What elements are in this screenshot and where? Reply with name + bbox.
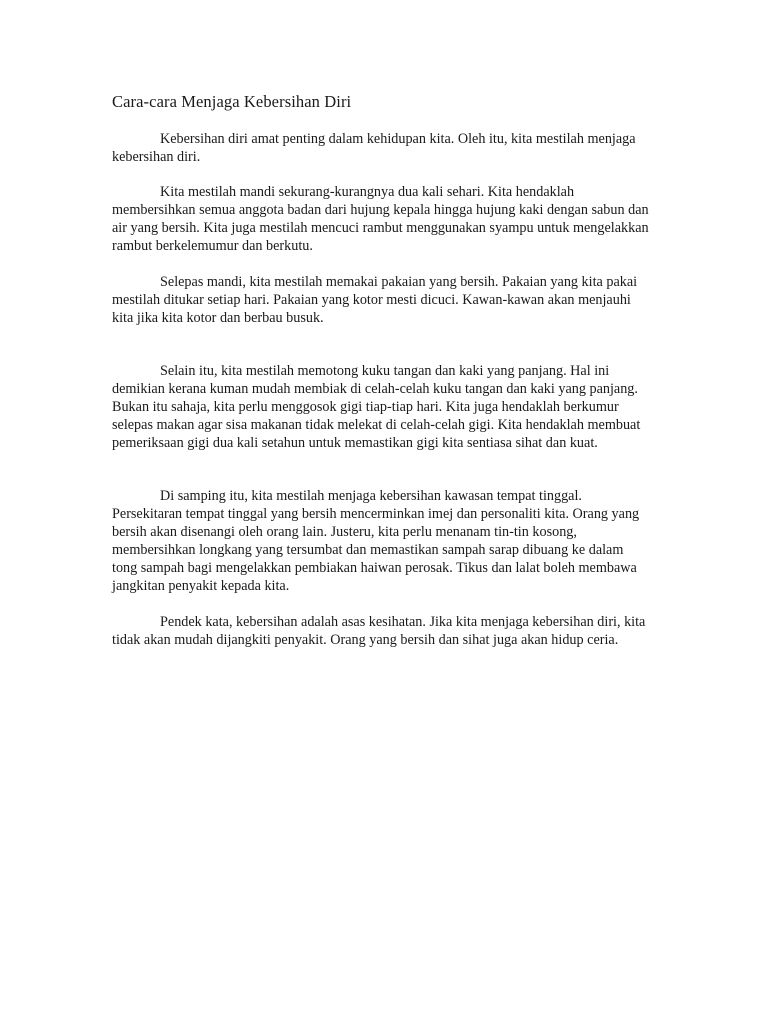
paragraph-bathing: Kita mestilah mandi sekurang-kurangnya dua kali sehari. Kita hendaklah membersihkan semua anggota badan dari hujung kepala hingga hujung kaki dengan sabun dan air yang bersih. Kita juga mestilah mencuci rambut menggunakan syampu untuk mengelakkan rambut berkelemumur dan berkutu. bbox=[112, 184, 649, 254]
document-title: Cara-cara Menjaga Kebersihan Diri bbox=[112, 92, 352, 111]
paragraph-clothing: Selepas mandi, kita mestilah memakai pakaian yang bersih. Pakaian yang kita pakai mestilah ditukar setiap hari. Pakaian yang kotor mesti dicuci. Kawan-kawan akan menjauhi kita jika kita kotor dan berbau busuk. bbox=[112, 274, 638, 326]
paragraph-introduction: Kebersihan diri amat penting dalam kehidupan kita. Oleh itu, kita mestilah menjaga kebersihan diri. bbox=[112, 131, 636, 165]
paragraph-nails-and-teeth: Selain itu, kita mestilah memotong kuku tangan dan kaki yang panjang. Hal ini demikian kerana kuman mudah membiak di celah-celah kuku tangan dan kaki yang panjang. Bukan itu sahaja, kita perlu menggosok gigi tiap-tiap hari. Kita juga hendaklah berkumur selepas makan agar sisa makanan tidak melekat di celah-celah gigi. Kita hendaklah membuat pemeriksaan gigi dua kali setahun untuk memastikan gigi kita sentiasa sihat dan kuat. bbox=[112, 363, 641, 451]
paragraph-surroundings: Di samping itu, kita mestilah menjaga kebersihan kawasan tempat tinggal. Persekitaran tempat tinggal yang bersih mencerminkan imej dan personaliti kita. Orang yang bersih akan disenangi oleh orang lain. Justeru, kita perlu menanam tin-tin kosong, membersihkan longkang yang tersumbat dan memastikan sampah sarap dibuang ke dalam tong sampah bagi mengelakkan pembiakan haiwan perosak. Tikus dan lalat boleh membawa jangkitan penyakit kepada kita. bbox=[112, 488, 640, 594]
paragraph-conclusion: Pendek kata, kebersihan adalah asas kesihatan. Jika kita menjaga kebersihan diri, kita tidak akan mudah dijangkiti penyakit. Orang yang bersih dan sihat juga akan hidup ceria. bbox=[112, 614, 646, 648]
